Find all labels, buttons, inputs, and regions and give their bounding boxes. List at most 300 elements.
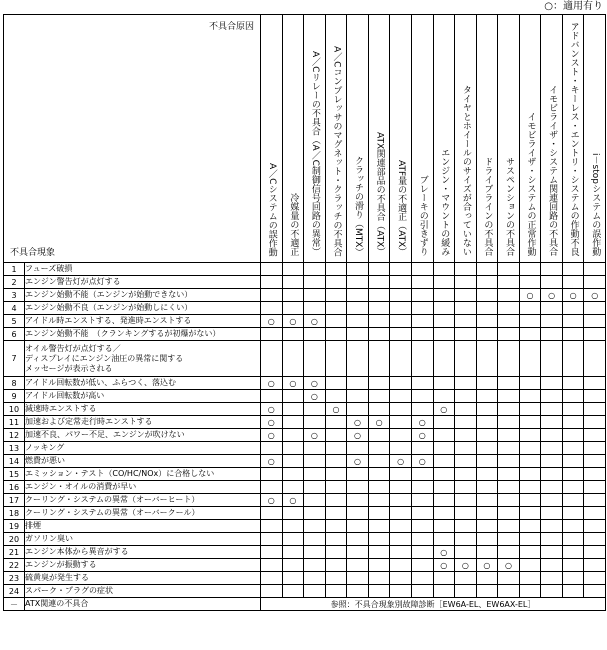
matrix-cell — [304, 390, 326, 403]
matrix-cell — [390, 507, 412, 520]
row-label: オイル警告灯が点灯する／ ディスプレイにエンジン油圧の異常に関する メッセージが表示される — [25, 341, 261, 377]
row-number: 10 — [4, 403, 25, 416]
matrix-cell — [541, 416, 563, 429]
row-number: 12 — [4, 429, 25, 442]
matrix-cell — [498, 546, 520, 559]
matrix-cell — [390, 559, 412, 572]
matrix-cell — [498, 416, 520, 429]
matrix-cell — [325, 468, 347, 481]
matrix-cell — [282, 429, 304, 442]
matrix-cell — [347, 520, 369, 533]
matrix-cell — [498, 263, 520, 276]
cause-column-header — [433, 15, 455, 263]
table-row — [4, 546, 606, 559]
cause-column-header — [325, 15, 347, 263]
table-row — [4, 341, 606, 377]
matrix-cell — [519, 377, 541, 390]
row-label: エンジン警告灯が点灯する — [25, 276, 261, 289]
matrix-cell — [455, 328, 477, 341]
matrix-cell — [304, 559, 326, 572]
matrix-cell — [476, 494, 498, 507]
matrix-cell — [455, 341, 477, 377]
matrix-cell — [411, 572, 433, 585]
matrix-cell — [519, 481, 541, 494]
matrix-cell — [476, 507, 498, 520]
matrix-cell — [390, 585, 412, 598]
row-label: ノッキング — [25, 442, 261, 455]
matrix-cell — [498, 302, 520, 315]
matrix-cell — [476, 468, 498, 481]
matrix-cell — [368, 416, 390, 429]
row-label: アイドル回転数が低い、ふらつく、落込む — [25, 377, 261, 390]
matrix-cell — [476, 546, 498, 559]
matrix-cell — [368, 585, 390, 598]
matrix-cell — [519, 572, 541, 585]
matrix-cell — [325, 263, 347, 276]
matrix-cell — [325, 377, 347, 390]
matrix-cell — [261, 263, 283, 276]
matrix-cell — [282, 416, 304, 429]
matrix-cell — [562, 494, 584, 507]
row-number: 6 — [4, 328, 25, 341]
cause-column-label: ブレーキの引きずり — [417, 175, 428, 256]
matrix-cell — [304, 533, 326, 546]
matrix-cell — [433, 455, 455, 468]
matrix-cell — [541, 520, 563, 533]
applicable-mark: ○ — [310, 378, 318, 388]
matrix-cell — [368, 315, 390, 328]
matrix-cell — [282, 546, 304, 559]
applicable-mark: ○ — [310, 391, 318, 401]
matrix-cell — [455, 377, 477, 390]
cause-column-label: A／Cリレーの不具合（A／C制御信号回路の異常） — [309, 51, 320, 256]
matrix-cell — [541, 585, 563, 598]
matrix-cell — [541, 546, 563, 559]
matrix-cell — [347, 533, 369, 546]
matrix-cell — [455, 455, 477, 468]
matrix-cell — [282, 403, 304, 416]
row-number: 14 — [4, 455, 25, 468]
matrix-cell — [455, 289, 477, 302]
cause-column-header — [541, 15, 563, 263]
row-number: 24 — [4, 585, 25, 598]
matrix-cell — [325, 442, 347, 455]
matrix-cell — [390, 416, 412, 429]
matrix-cell — [411, 429, 433, 442]
matrix-cell — [562, 533, 584, 546]
matrix-cell — [325, 403, 347, 416]
matrix-cell — [498, 481, 520, 494]
matrix-cell — [584, 468, 606, 481]
matrix-cell — [304, 442, 326, 455]
matrix-cell — [282, 276, 304, 289]
row-label: アイドル時エンストする、発進時エンストする — [25, 315, 261, 328]
applicable-mark: ○ — [591, 290, 599, 300]
footer-no: － — [4, 598, 25, 611]
matrix-cell — [411, 494, 433, 507]
matrix-cell — [282, 455, 304, 468]
matrix-cell — [390, 302, 412, 315]
matrix-cell — [325, 494, 347, 507]
matrix-cell — [368, 341, 390, 377]
matrix-cell — [519, 315, 541, 328]
matrix-cell — [519, 276, 541, 289]
matrix-cell — [304, 416, 326, 429]
matrix-cell — [261, 315, 283, 328]
matrix-cell — [562, 468, 584, 481]
row-number: 11 — [4, 416, 25, 429]
matrix-cell — [541, 442, 563, 455]
matrix-cell — [261, 341, 283, 377]
matrix-cell — [390, 377, 412, 390]
matrix-cell — [261, 442, 283, 455]
matrix-cell — [304, 403, 326, 416]
table-row — [4, 507, 606, 520]
matrix-cell — [304, 546, 326, 559]
matrix-cell — [562, 302, 584, 315]
matrix-cell — [433, 494, 455, 507]
matrix-cell — [282, 520, 304, 533]
matrix-cell — [261, 403, 283, 416]
matrix-cell — [498, 442, 520, 455]
applicable-mark: ○ — [504, 560, 512, 570]
matrix-cell — [411, 442, 433, 455]
matrix-cell — [282, 328, 304, 341]
matrix-cell — [455, 585, 477, 598]
applicable-mark: ○ — [354, 430, 362, 440]
matrix-cell — [433, 289, 455, 302]
matrix-cell — [304, 302, 326, 315]
matrix-cell — [261, 429, 283, 442]
footer-reference: 参照：不具合現象別故障診断［EW6A-EL、EW6AX-EL］ — [261, 598, 606, 611]
matrix-cell — [433, 520, 455, 533]
applicable-mark: ○ — [310, 316, 318, 326]
matrix-cell — [411, 455, 433, 468]
matrix-cell — [368, 468, 390, 481]
matrix-cell — [584, 455, 606, 468]
matrix-cell — [411, 416, 433, 429]
matrix-cell — [433, 585, 455, 598]
matrix-cell — [541, 468, 563, 481]
matrix-cell — [541, 390, 563, 403]
matrix-cell — [325, 481, 347, 494]
matrix-cell — [476, 455, 498, 468]
matrix-cell — [519, 559, 541, 572]
cause-column-label: ATF量の不適正（ATX） — [396, 159, 407, 256]
matrix-cell — [562, 507, 584, 520]
footer-label: ATX関連の不具合 — [25, 598, 261, 611]
applicable-mark: ○ — [418, 430, 426, 440]
matrix-cell — [584, 494, 606, 507]
matrix-cell — [498, 520, 520, 533]
matrix-cell — [325, 455, 347, 468]
matrix-cell — [282, 559, 304, 572]
matrix-cell — [390, 276, 412, 289]
matrix-body — [4, 263, 606, 598]
matrix-cell — [304, 572, 326, 585]
matrix-cell — [455, 507, 477, 520]
applicable-mark: ○ — [310, 430, 318, 440]
matrix-cell — [476, 289, 498, 302]
table-row — [4, 377, 606, 390]
matrix-cell — [433, 468, 455, 481]
row-number: 7 — [4, 341, 25, 377]
row-label: クーリング・システムの異常（オーバークール） — [25, 507, 261, 520]
matrix-cell — [433, 315, 455, 328]
matrix-cell — [368, 455, 390, 468]
matrix-cell — [433, 390, 455, 403]
table-row — [4, 302, 606, 315]
row-label: エミッション・テスト（CO/HC/NOx）に合格しない — [25, 468, 261, 481]
matrix-cell — [261, 455, 283, 468]
matrix-cell — [498, 585, 520, 598]
matrix-cell — [541, 481, 563, 494]
row-number: 1 — [4, 263, 25, 276]
applicable-mark: ○ — [461, 560, 469, 570]
matrix-cell — [368, 328, 390, 341]
applicable-mark: ○ — [375, 417, 383, 427]
table-row — [4, 429, 606, 442]
matrix-cell — [498, 494, 520, 507]
matrix-cell — [282, 289, 304, 302]
matrix-cell — [519, 494, 541, 507]
row-number: 5 — [4, 315, 25, 328]
matrix-cell — [562, 442, 584, 455]
matrix-cell — [476, 559, 498, 572]
applicable-mark: ○ — [440, 547, 448, 557]
matrix-cell — [261, 328, 283, 341]
matrix-cell — [476, 520, 498, 533]
matrix-cell — [584, 572, 606, 585]
cause-column-label: A／Cコンプレッサのマグネット・クラッチの不具合 — [331, 45, 342, 256]
row-label: エンジン始動不能 （クランキングするが初爆がない） — [25, 328, 261, 341]
cause-column-header — [584, 15, 606, 263]
matrix-cell — [519, 289, 541, 302]
cause-column-label: ATX関連部品の不具合（ATX） — [374, 131, 385, 256]
matrix-cell — [304, 315, 326, 328]
matrix-cell — [390, 533, 412, 546]
matrix-cell — [390, 315, 412, 328]
applicable-mark: ○ — [267, 495, 275, 505]
row-label: フューズ破損 — [25, 263, 261, 276]
matrix-cell — [562, 390, 584, 403]
row-label: 硫黄臭が発生する — [25, 572, 261, 585]
table-row — [4, 494, 606, 507]
footer-row — [4, 598, 606, 611]
matrix-cell — [562, 572, 584, 585]
matrix-cell — [347, 416, 369, 429]
matrix-cell — [562, 403, 584, 416]
table-row — [4, 289, 606, 302]
matrix-cell — [541, 429, 563, 442]
matrix-cell — [562, 481, 584, 494]
table-row — [4, 315, 606, 328]
matrix-cell — [433, 429, 455, 442]
matrix-cell — [519, 507, 541, 520]
matrix-cell — [368, 302, 390, 315]
matrix-cell — [304, 289, 326, 302]
matrix-cell — [455, 416, 477, 429]
matrix-cell — [562, 520, 584, 533]
matrix-cell — [325, 507, 347, 520]
matrix-cell — [411, 263, 433, 276]
cause-column-header — [455, 15, 477, 263]
matrix-cell — [562, 416, 584, 429]
matrix-cell — [261, 377, 283, 390]
corner-cell — [4, 15, 261, 263]
matrix-cell — [390, 546, 412, 559]
matrix-cell — [390, 341, 412, 377]
matrix-cell — [519, 520, 541, 533]
matrix-cell — [455, 263, 477, 276]
matrix-cell — [261, 572, 283, 585]
matrix-cell — [282, 533, 304, 546]
matrix-cell — [411, 341, 433, 377]
matrix-cell — [368, 442, 390, 455]
matrix-cell — [411, 585, 433, 598]
row-label: アイドル回転数が高い — [25, 390, 261, 403]
matrix-cell — [584, 533, 606, 546]
matrix-cell — [368, 481, 390, 494]
matrix-cell — [476, 442, 498, 455]
matrix-cell — [455, 403, 477, 416]
matrix-cell — [325, 429, 347, 442]
matrix-cell — [261, 390, 283, 403]
matrix-cell — [498, 289, 520, 302]
matrix-cell — [347, 328, 369, 341]
matrix-cell — [498, 341, 520, 377]
cause-column-label: サスペンションの不具合 — [503, 157, 514, 256]
matrix-cell — [368, 507, 390, 520]
matrix-cell — [261, 585, 283, 598]
matrix-cell — [476, 341, 498, 377]
applicable-mark: ○ — [267, 316, 275, 326]
matrix-cell — [411, 328, 433, 341]
row-number: 9 — [4, 390, 25, 403]
matrix-cell — [541, 302, 563, 315]
matrix-cell — [584, 403, 606, 416]
matrix-cell — [476, 585, 498, 598]
matrix-cell — [390, 289, 412, 302]
cause-column-label: イモビライザ・システムの正常作動 — [525, 112, 536, 256]
matrix-cell — [433, 546, 455, 559]
matrix-cell — [433, 442, 455, 455]
matrix-cell — [584, 585, 606, 598]
matrix-cell — [390, 403, 412, 416]
matrix-cell — [476, 533, 498, 546]
matrix-cell — [433, 403, 455, 416]
matrix-cell — [325, 276, 347, 289]
row-number: 23 — [4, 572, 25, 585]
table-row — [4, 403, 606, 416]
matrix-cell — [519, 468, 541, 481]
matrix-cell — [347, 429, 369, 442]
matrix-cell — [519, 328, 541, 341]
table-row — [4, 559, 606, 572]
matrix-cell — [261, 481, 283, 494]
matrix-cell — [325, 315, 347, 328]
matrix-cell — [433, 377, 455, 390]
matrix-cell — [584, 442, 606, 455]
matrix-cell — [541, 494, 563, 507]
matrix-cell — [562, 289, 584, 302]
matrix-cell — [390, 572, 412, 585]
matrix-cell — [325, 390, 347, 403]
cause-column-label: アドバンスト・キーレス・エントリ・システムの作動不良 — [568, 22, 579, 256]
matrix-cell — [411, 377, 433, 390]
matrix-cell — [562, 263, 584, 276]
matrix-cell — [562, 455, 584, 468]
matrix-cell — [282, 377, 304, 390]
matrix-cell — [476, 481, 498, 494]
row-label: クーリング・システムの異常（オーバーヒート） — [25, 494, 261, 507]
matrix-cell — [347, 302, 369, 315]
row-label: エンジンが振動する — [25, 559, 261, 572]
matrix-cell — [411, 546, 433, 559]
cause-column-header — [261, 15, 283, 263]
matrix-cell — [455, 559, 477, 572]
matrix-cell — [584, 546, 606, 559]
cause-column-header — [519, 15, 541, 263]
matrix-cell — [562, 315, 584, 328]
matrix-cell — [368, 403, 390, 416]
matrix-cell — [347, 494, 369, 507]
matrix-cell — [304, 468, 326, 481]
row-number: 2 — [4, 276, 25, 289]
matrix-cell — [476, 416, 498, 429]
cause-column-header — [304, 15, 326, 263]
cause-column-label: ドライブラインの不具合 — [482, 157, 493, 256]
matrix-cell — [562, 429, 584, 442]
matrix-cell — [519, 455, 541, 468]
applicable-mark: ○ — [267, 378, 275, 388]
matrix-cell — [325, 328, 347, 341]
matrix-cell — [433, 263, 455, 276]
matrix-cell — [304, 481, 326, 494]
row-label: 減速時エンストする — [25, 403, 261, 416]
matrix-cell — [261, 533, 283, 546]
matrix-cell — [347, 572, 369, 585]
table-row — [4, 533, 606, 546]
matrix-cell — [476, 572, 498, 585]
matrix-cell — [455, 520, 477, 533]
cause-column-header — [498, 15, 520, 263]
matrix-cell — [433, 559, 455, 572]
cause-column-label: A／Cシステムの誤作動 — [266, 162, 277, 256]
legend: ○：適用有り — [544, 1, 603, 12]
matrix-cell — [541, 315, 563, 328]
applicable-mark: ○ — [332, 404, 340, 414]
table-row — [4, 468, 606, 481]
matrix-cell — [347, 442, 369, 455]
matrix-cell — [368, 559, 390, 572]
table-row — [4, 416, 606, 429]
table-row — [4, 390, 606, 403]
matrix-cell — [347, 507, 369, 520]
matrix-cell — [519, 546, 541, 559]
matrix-cell — [455, 302, 477, 315]
matrix-cell — [261, 546, 283, 559]
matrix-cell — [325, 585, 347, 598]
matrix-cell — [261, 276, 283, 289]
matrix-cell — [476, 429, 498, 442]
matrix-cell — [498, 328, 520, 341]
matrix-cell — [519, 341, 541, 377]
matrix-cell — [562, 341, 584, 377]
matrix-cell — [304, 377, 326, 390]
matrix-cell — [433, 481, 455, 494]
matrix-cell — [390, 455, 412, 468]
